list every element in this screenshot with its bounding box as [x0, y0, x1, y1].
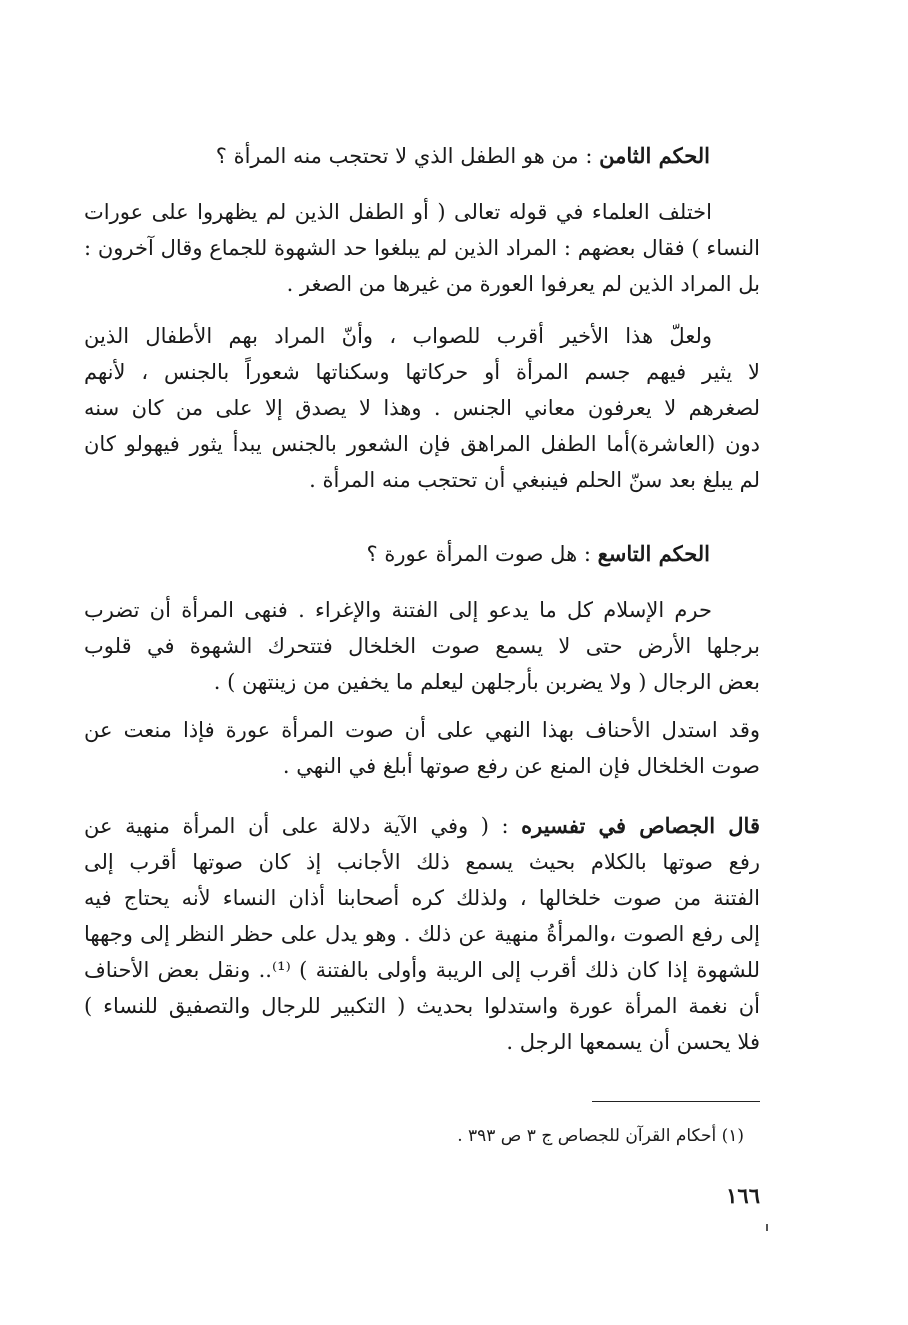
- text-line: ولعلّ هذا الأخير أقرب للصواب ، وأنّ المراد بهم الأطفال الذين: [84, 324, 712, 348]
- quote-opening: : ( وفي الآية دلالة على أن المرأة منهية عن: [84, 814, 522, 838]
- page-number: ١٦٦: [726, 1183, 760, 1208]
- section8-question: : من هو الطفل الذي لا تحتجب منه المرأة ؟: [215, 144, 600, 168]
- section9-paragraph-1: [84, 592, 760, 700]
- section9-paragraph-2: [84, 712, 760, 784]
- footnote: (١) أحكام القرآن للجصاص ج ٣ ص ٣٩٣ .: [457, 1126, 744, 1146]
- section8-paragraph-1: [84, 194, 760, 302]
- scan-mark: [766, 1224, 768, 1231]
- section9-title: الحكم التاسع: [597, 541, 710, 566]
- section8-paragraph-2: [84, 318, 760, 498]
- text-line: بعض الرجال ( ولا يضربن بأرجلهن ليعلم ما يخفين من زينتهن ) .: [213, 670, 760, 694]
- footnote-separator: [592, 1101, 760, 1102]
- text-line: رفع صوتها بالكلام بحيث يسمع ذلك الأجانب إذ كان صوتها أقرب إلى: [84, 850, 760, 874]
- text-line: اختلف العلماء في قوله تعالى ( أو الطفل الذين لم يظهروا على عورات: [84, 200, 712, 224]
- text-line: [84, 808, 760, 844]
- section9-question: : هل صوت المرأة عورة ؟: [366, 542, 598, 566]
- text-line: فلا يحسن أن يسمعها الرجل .: [506, 1030, 760, 1054]
- text-line: إلى رفع الصوت ،والمرأةُ منهية عن ذلك . وهو يدل على حظر النظر إلى وجهها: [84, 922, 760, 946]
- text-line: لصغرهم لا يعرفون معاني الجنس . وهذا لا يصدق إلا على من كان سنه: [84, 396, 760, 420]
- text-line: حرم الإسلام كل ما يدعو إلى الفتنة والإغراء . فنهى المرأة أن تضرب: [84, 598, 712, 622]
- text-line: النساء ) فقال بعضهم : المراد الذين لم يبلغوا حد الشهوة للجماع وقال آخرون :: [84, 236, 760, 260]
- section8-title: الحكم الثامن: [599, 143, 710, 168]
- section9-heading: [84, 536, 710, 572]
- section8-heading: [84, 138, 710, 174]
- text-line: الفتنة من صوت خلخالها ، ولذلك كره أصحابنا أذان النساء لأنه يحتاج فيه: [84, 886, 760, 910]
- text-line: صوت الخلخال فإن المنع عن رفع صوتها أبلغ في النهي .: [282, 754, 760, 778]
- text-line: للشهوة إذا كان ذلك أقرب إلى الريبة وأولى بالفتنة ) ⁽¹⁾.. ونقل بعض الأحناف: [84, 958, 760, 982]
- text-line: وقد استدل الأحناف بهذا النهي على أن صوت المرأة عورة فإذا منعت عن: [84, 718, 760, 742]
- text-line: دون (العاشرة)أما الطفل المراهق فإن الشعور بالجنس يبدأ يثور فيهولو كان: [84, 432, 760, 456]
- quote-source: قال الجصاص في تفسيره: [521, 813, 760, 838]
- text-line: لم يبلغ بعد سنّ الحلم فينبغي أن تحتجب منه المرأة .: [309, 468, 760, 492]
- section9-paragraph-3: [84, 808, 760, 1060]
- text-line: أن نغمة المرأة عورة واستدلوا بحديث ( التكبير للرجال والتصفيق للنساء ): [84, 994, 760, 1018]
- text-line: بل المراد الذين لم يعرفوا العورة من غيرها من الصغر .: [286, 272, 760, 296]
- text-line: لا يثير فيهم جسم المرأة أو حركاتها وسكناتها شعوراً بالجنس ، لأنهم: [84, 360, 760, 384]
- text-line: برجلها الأرض حتى لا يسمع صوت الخلخال فتتحرك الشهوة في قلوب: [84, 634, 760, 658]
